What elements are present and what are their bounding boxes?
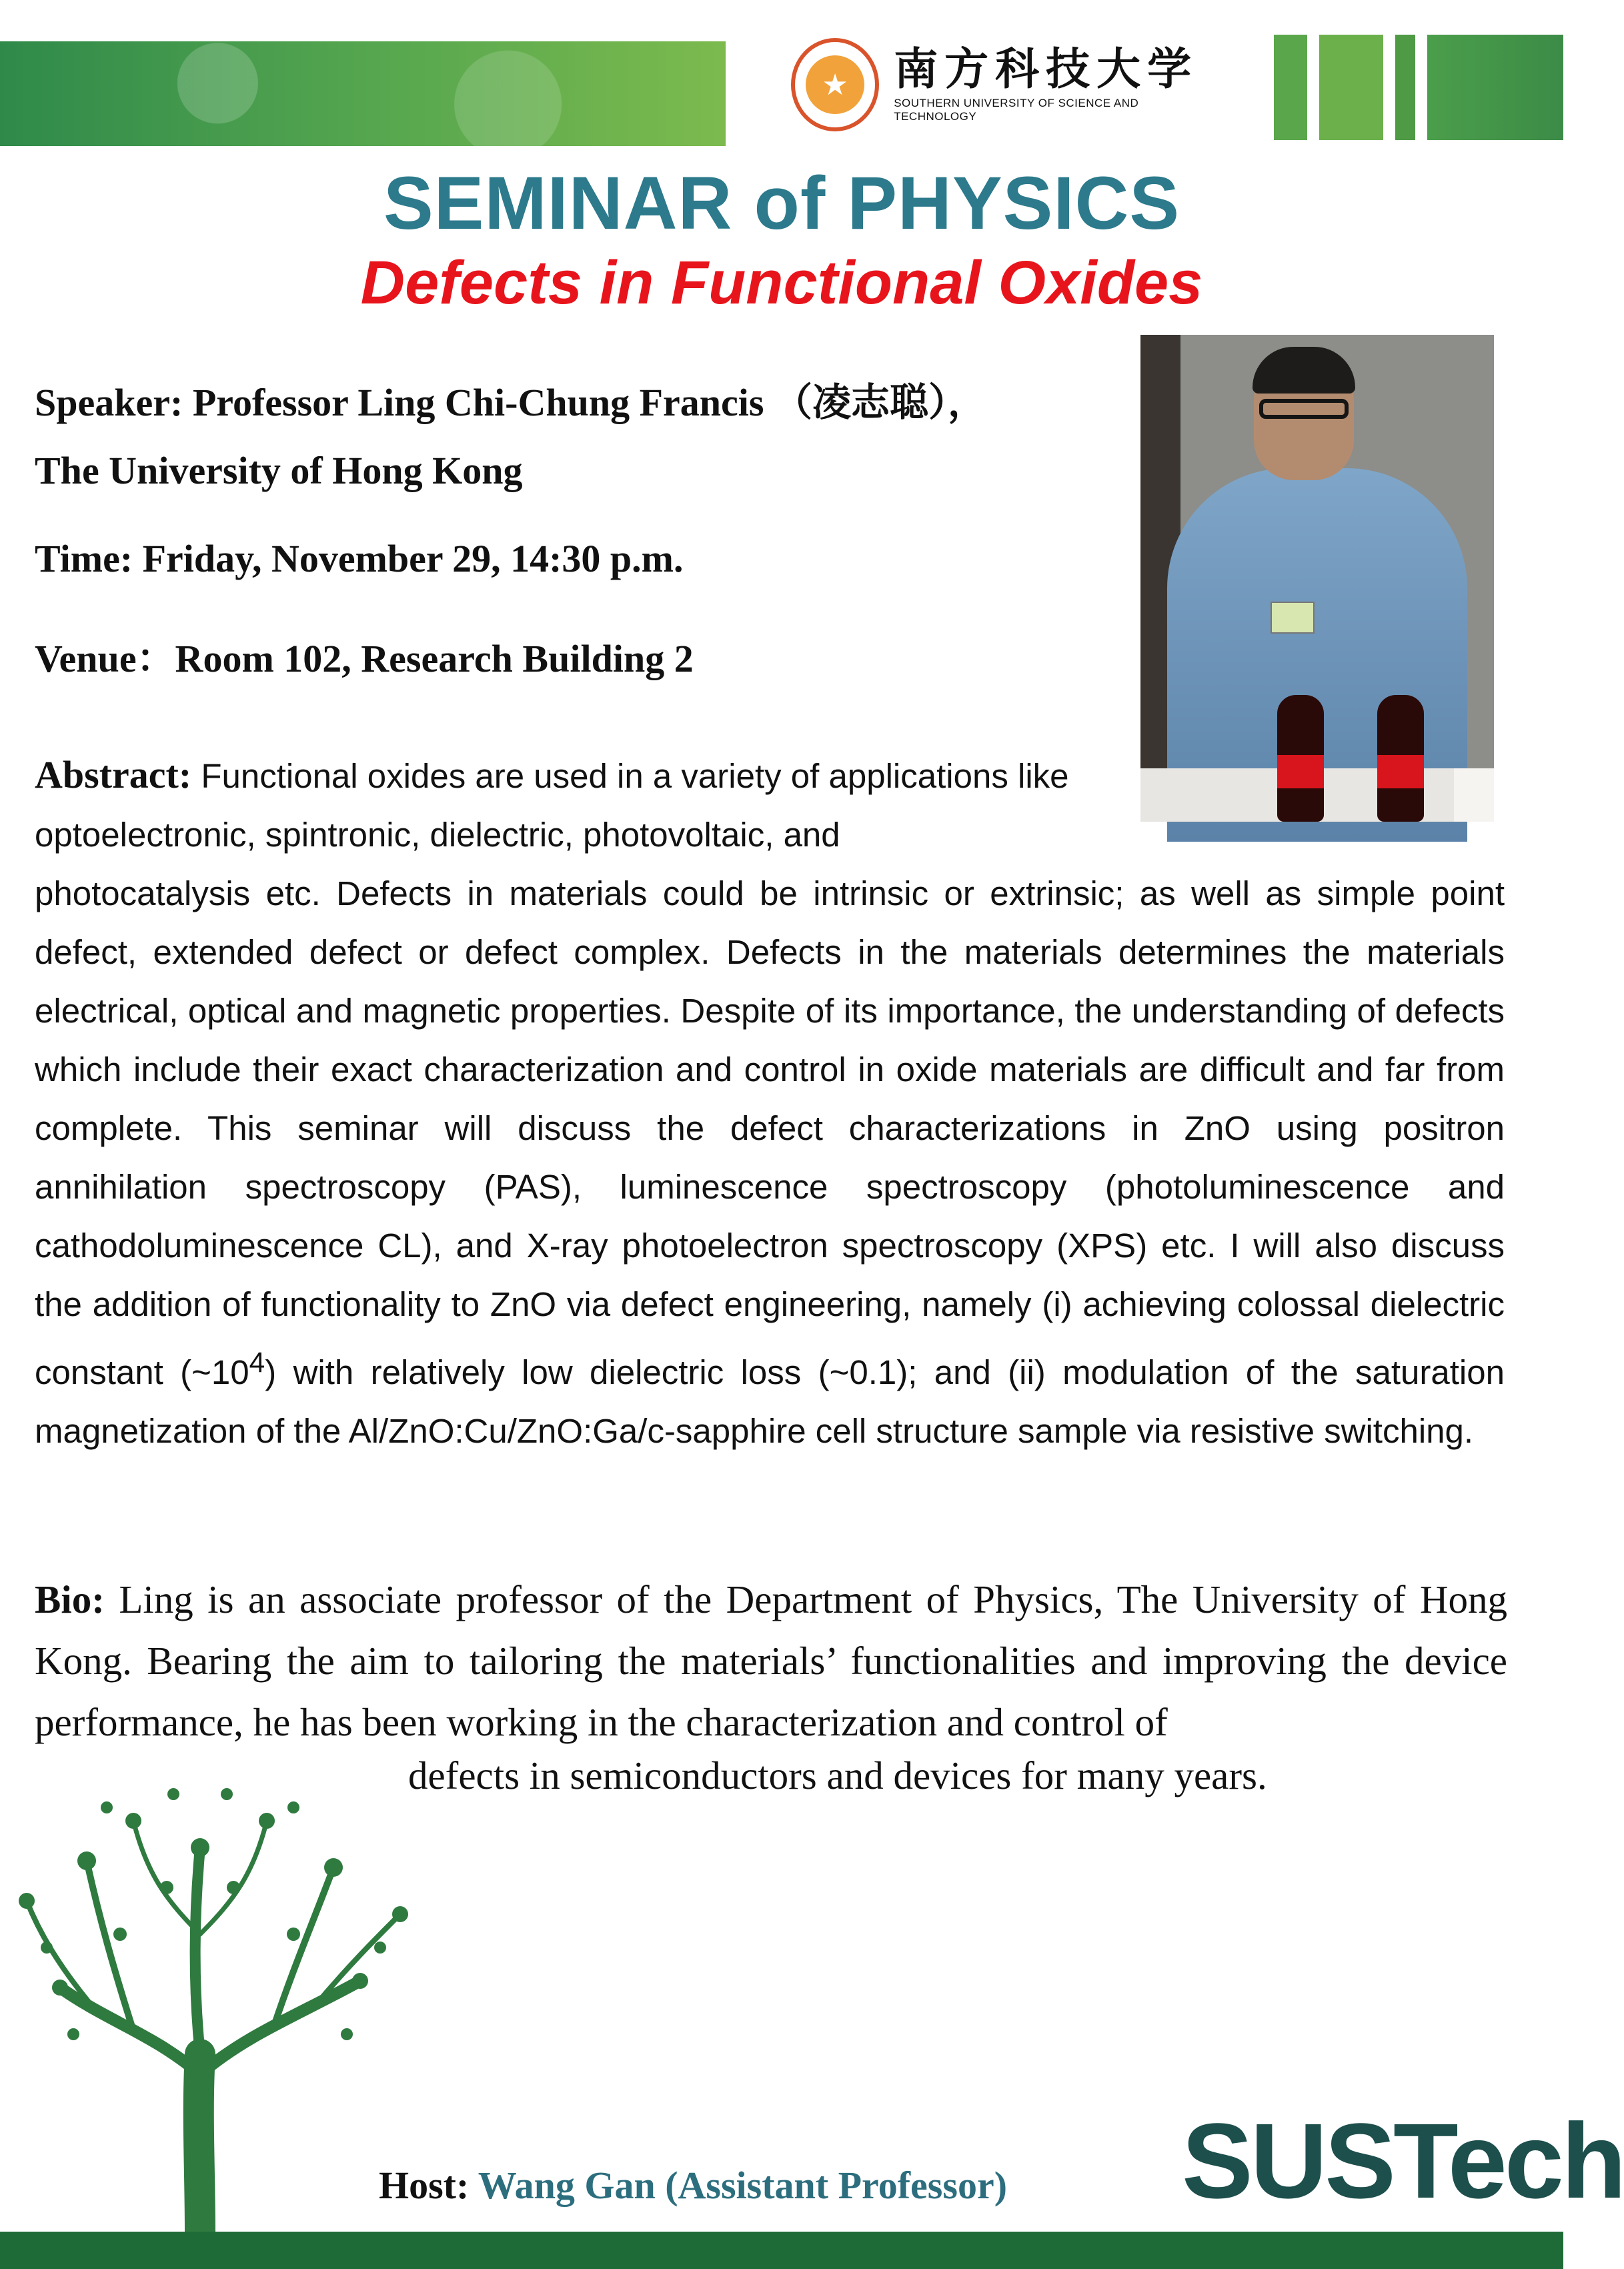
university-seal-icon: ★ bbox=[791, 38, 879, 131]
bio-text: Ling is an associate professor of the Department of Physics, The University of Hong Kong. Bearing the aim to tailoring the materials’ functionalities and improving the device performance, he has been working in the characterization and control of bbox=[35, 1577, 1507, 1744]
seminar-subtitle: Defects in Functional Oxides bbox=[360, 249, 1203, 317]
bio-label: Bio: bbox=[35, 1577, 105, 1621]
time-line: Time: Friday, November 29, 14:30 p.m. bbox=[35, 537, 684, 580]
tree-icon bbox=[0, 1767, 427, 2234]
university-name-en: SOUTHERN UNIVERSITY OF SCIENCE AND TECHNOLOGY bbox=[894, 96, 1139, 123]
abstract-body: photocatalysis etc. Defects in materials could be intrinsic or extrinsic; as well as simple point defect, extended defect or defect complex. Defects in the materials determines the materials electrical, optical and magnetic properties. Despite of its importance, the understanding of defects which include their exact characterization and control in oxide materials are difficult and far from complete. This seminar will discuss the defect characterizations in ZnO using positron annihilation spectroscopy (PAS), luminescence spectroscopy (photoluminescence and cathodoluminescence CL), and X-ray photoelectron spectroscopy (XPS) etc. I will also discuss the addition of functionality to ZnO via defect engineering, namely (i) achieving colossal dielectric constant (~10 bbox=[35, 874, 1505, 1391]
host-name: Wang Gan (Assistant Professor) bbox=[478, 2164, 1008, 2207]
speaker-line: Speaker: Professor Ling Chi-Chung Francis （凌志聪）， bbox=[35, 381, 986, 424]
bio bbox=[35, 1569, 1507, 1753]
speaker-affiliation: The University of Hong Kong bbox=[35, 449, 523, 492]
university-logo bbox=[791, 35, 1204, 135]
header-banner-right bbox=[1274, 35, 1563, 140]
sustech-logo: SUSTech bbox=[1182, 2101, 1624, 2220]
university-name-cn: 南方科技大学 bbox=[894, 43, 1198, 95]
abstract-first: Functional oxides are used in a variety of applications like optoelectronic, spintronic, dielectric, photovoltaic, and bbox=[35, 757, 1069, 854]
abstract-label: Abstract: bbox=[35, 753, 192, 796]
host-label: Host: bbox=[379, 2164, 470, 2207]
footer-bar bbox=[0, 2232, 1563, 2269]
bio-last-line: defects in semiconductors and devices for many years. bbox=[408, 1753, 1267, 1797]
abstract bbox=[35, 746, 1505, 1461]
abstract-sup: 4 bbox=[249, 1347, 265, 1379]
host-line bbox=[379, 2163, 1007, 2208]
header-banner-left bbox=[0, 41, 726, 146]
abstract-tail: ) with relatively low dielectric loss (~0.1); and (ii) modulation of the saturation magnetization of the Al/ZnO:Cu/ZnO:Ga/c-sapphire cell structure sample via resistive switching. bbox=[35, 1353, 1505, 1450]
banner-texture bbox=[0, 41, 726, 146]
seminar-title: SEMINAR of PHYSICS bbox=[383, 161, 1180, 245]
venue-line: Venue：Room 102, Research Building 2 bbox=[35, 637, 694, 680]
